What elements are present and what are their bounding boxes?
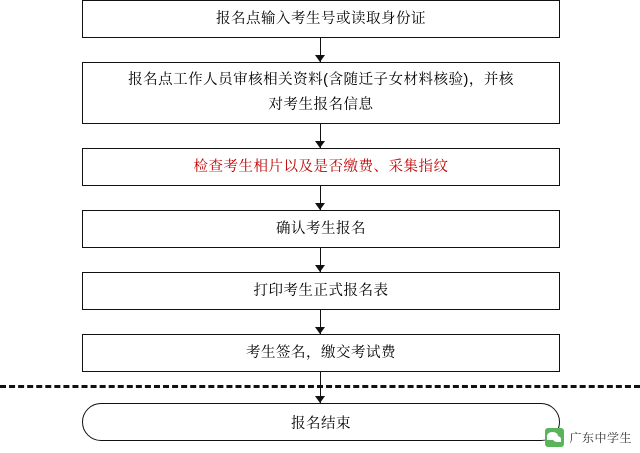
flow-step-box-3 <box>82 148 560 186</box>
flow-arrow-1 <box>315 55 325 62</box>
wechat-icon <box>545 428 564 447</box>
flow-step-label-2-line2: 对考生报名信息 <box>268 97 374 113</box>
flow-end-node <box>82 403 560 441</box>
flow-arrow-3 <box>315 203 325 210</box>
flow-arrow-5 <box>315 327 325 334</box>
flow-step-label-3: 检查考生相片以及是否缴费、采集指纹 <box>193 158 449 175</box>
flow-end-label: 报名结束 <box>291 415 351 432</box>
flow-step-label-1: 报名点输入考生号或读取身份证 <box>216 10 426 27</box>
flow-arrow-2 <box>315 141 325 148</box>
watermark-label: 广东中学生 <box>569 431 632 445</box>
flow-step-label-4: 确认考生报名 <box>276 220 366 237</box>
section-divider-dashed <box>0 385 640 388</box>
flow-step-box-6 <box>82 334 560 372</box>
flow-step-label-2 <box>83 68 559 118</box>
flow-step-label-6: 考生签名，缴交考试费 <box>246 344 396 361</box>
flow-step-label-2-line1: 报名点工作人员审核相关资料(含随迁子女材料核验)，并核 <box>128 72 514 88</box>
flow-step-box-2 <box>82 62 560 124</box>
flow-arrow-6 <box>315 396 325 403</box>
watermark <box>545 428 632 447</box>
flow-step-box-5 <box>82 272 560 310</box>
flow-step-label-5: 打印考生正式报名表 <box>253 282 389 299</box>
flow-step-box-4 <box>82 210 560 248</box>
flow-step-box-1 <box>82 0 560 38</box>
flow-arrow-4 <box>315 265 325 272</box>
